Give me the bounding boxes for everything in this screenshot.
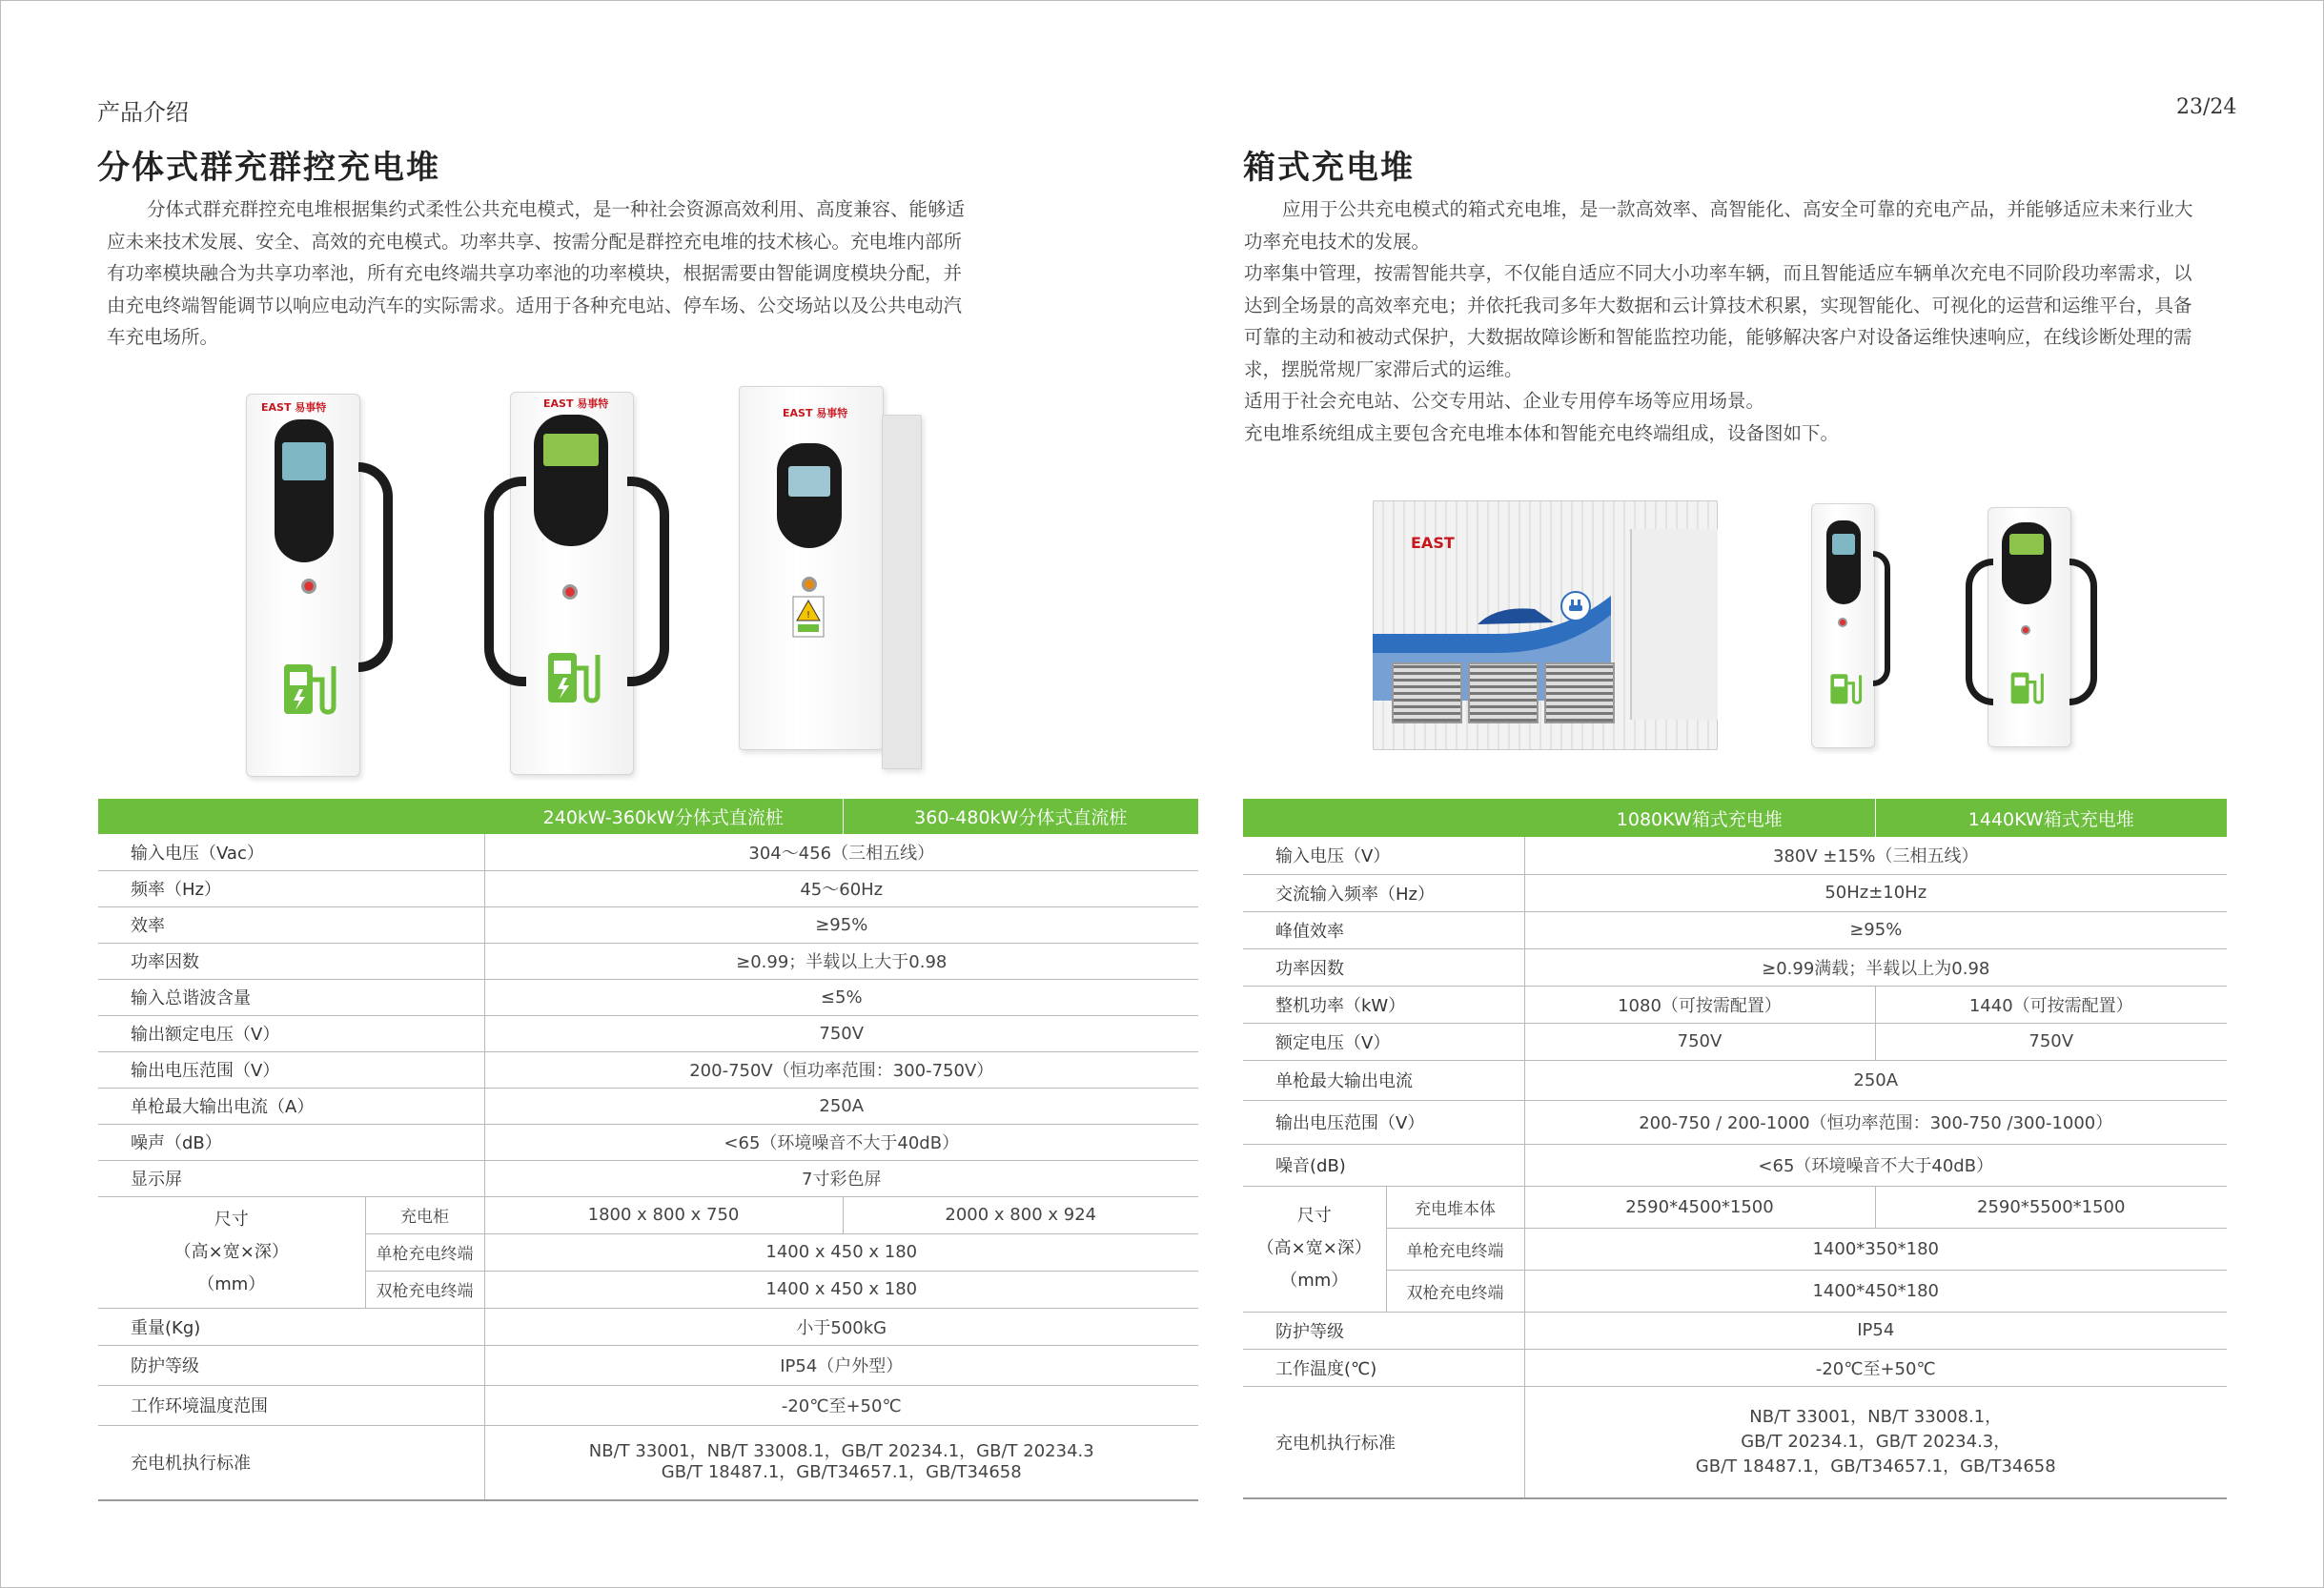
table-row-standard [98,1425,1198,1500]
row-label: 峰值效率 [1243,911,1524,948]
table-row [1243,1270,2227,1312]
row-label: 充电机执行标准 [98,1425,484,1500]
table-row [1243,1312,2227,1349]
row-value: IP54 [1524,1312,2227,1349]
left-description [107,193,1012,354]
left-desc-line: 车充电场所。 [107,326,219,348]
size-sub-label: 单枪充电终端 [365,1233,484,1271]
row-label: 工作环境温度范围 [98,1385,484,1425]
row-value: 小于500kG [484,1308,1198,1345]
left-title: 分体式群充群控充电堆 [97,149,440,187]
page-number: 23/24 [2176,95,2237,119]
right-desc-line: 应用于公共充电模式的箱式充电堆，是一款高效率、高智能化、高安全可靠的充电产品，并能够适应未来行业大 [1282,198,2193,220]
row-value: <65（环境噪音不大于40dB） [484,1124,1198,1160]
size-label [1243,1186,1386,1312]
standard-line: GB/T 18487.1，GB/T34657.1，GB/T34658 [1695,1456,2056,1476]
east-logo: EAST 易事特 [261,401,327,414]
table-row [98,1124,1198,1160]
size-label-line: （mm） [197,1273,266,1294]
charging-station-icon [541,641,604,708]
left-desc-line: 分体式群充群控充电堆根据集约式柔性公共充电模式，是一种社会资源高效利用、高度兼容、能够适 [147,198,966,220]
row-label: 防护等级 [1243,1312,1524,1349]
table-row [98,1015,1198,1051]
row-value: <65（环境噪音不大于40dB） [1524,1144,2227,1186]
column-header: 360-480kW分体式直流桩 [843,799,1198,834]
table-row [98,1160,1198,1196]
left-spec-table [98,799,1198,1501]
size-label-line: 尺寸 [214,1209,249,1230]
table-row [1243,837,2227,874]
row-label: 输出电压范围（V） [1243,1100,1524,1144]
row-value: 200-750V（恒功率范围：300-750V） [484,1051,1198,1088]
charging-station-icon [2008,665,2046,707]
row-value: 50Hz±10Hz [1524,874,2227,911]
row-value: 1080（可按需配置） [1524,986,1875,1023]
row-value: 45～60Hz [484,870,1198,906]
row-label: 输出电压范围（V） [98,1051,484,1088]
column-header: 1080KW箱式充电堆 [1524,799,1875,837]
row-value: -20℃至+50℃ [484,1385,1198,1425]
row-value: IP54（户外型） [484,1345,1198,1385]
row-value: 304～456（三相五线） [484,834,1198,870]
row-value: 2590*5500*1500 [1875,1186,2227,1228]
right-desc-line: 功率集中管理，按需智能共享，不仅能自适应不同大小功率车辆，而且智能适应车辆单次充电不同阶段功率需求，以 [1244,262,2192,284]
row-value: 2590*4500*1500 [1524,1186,1875,1228]
table-row [1243,1144,2227,1186]
east-logo: EAST 易事特 [543,397,609,410]
row-value: 750V [1524,1023,1875,1060]
left-desc-line: 由充电终端智能调节以响应电动汽车的实际需求。适用于各种充电站、停车场、公交场站以及公共电动汽 [107,294,963,316]
row-label: 充电机执行标准 [1243,1386,1524,1498]
charging-cabinet-image [739,386,920,777]
standard-line: NB/T 33001，NB/T 33008.1，GB/T 20234.1，GB/T 20234.3 [588,1441,1094,1462]
row-label: 频率（Hz） [98,870,484,906]
table-row [98,1308,1198,1345]
row-value: 250A [1524,1060,2227,1100]
row-label: 显示屏 [98,1160,484,1196]
table-row [98,870,1198,906]
right-title: 箱式充电堆 [1243,149,1415,187]
svg-text:!: ! [805,610,811,621]
size-label-line: 尺寸 [1296,1206,1332,1226]
standard-line: GB/T 20234.1，GB/T 20234.3， [1741,1431,2011,1452]
row-label: 输出额定电压（V） [98,1015,484,1051]
row-value: 1440（可按需配置） [1875,986,2227,1023]
dual-gun-terminal-image [1945,503,2116,751]
row-value: 1400*350*180 [1524,1228,2227,1270]
row-label: 防护等级 [98,1345,484,1385]
row-label: 噪声（dB） [98,1124,484,1160]
row-value: 7寸彩色屏 [484,1160,1198,1196]
row-label: 功率因数 [1243,948,1524,986]
row-value: 200-750 / 200-1000（恒功率范围：300-750 /300-1000） [1524,1100,2227,1144]
table-row [98,979,1198,1015]
row-value: 1400*450*180 [1524,1270,2227,1312]
table-row-size [98,1196,1198,1233]
table-row [98,943,1198,979]
row-value: ≥95% [1524,911,2227,948]
section-label: 产品介绍 [97,99,189,126]
table-row [1243,1349,2227,1386]
table-row-standard [1243,1386,2227,1498]
single-gun-terminal-image [246,386,408,777]
table-row-size [1243,1186,2227,1228]
right-desc-line: 充电堆系统组成主要包含充电堆本体和智能充电终端组成，设备图如下。 [1244,421,1840,444]
size-sub-label: 单枪充电终端 [1386,1228,1524,1270]
table-row [98,834,1198,870]
table-row [1243,1023,2227,1060]
row-value: 250A [484,1088,1198,1124]
row-label: 效率 [98,906,484,943]
size-label-line: （高×宽×深） [173,1241,289,1262]
row-value: 750V [1875,1023,2227,1060]
warning-sign-icon [792,596,825,638]
row-value: ≤5% [484,979,1198,1015]
row-label: 噪音(dB) [1243,1144,1524,1186]
right-desc-line: 达到全场景的高效率充电；并依托我司多年大数据和云计算技术积累，实现智能化、可视化的运营和运维平台，具备 [1244,294,2192,316]
standard-line: NB/T 33001，NB/T 33008.1， [1749,1406,2003,1427]
table-row [98,1051,1198,1088]
row-value: 1800 x 800 x 750 [484,1196,843,1233]
row-value: 1400 x 450 x 180 [484,1271,1198,1308]
plug-icon [1560,590,1592,622]
row-label: 单枪最大输出电流 [1243,1060,1524,1100]
table-row [1243,1060,2227,1100]
row-label: 交流输入频率（Hz） [1243,874,1524,911]
row-label: 额定电压（V） [1243,1023,1524,1060]
size-sub-label: 充电堆本体 [1386,1186,1524,1228]
row-label: 重量(Kg) [98,1308,484,1345]
east-logo: EAST 易事特 [783,407,848,419]
container-charging-stack-image [1373,500,1735,753]
size-label-line: （mm） [1280,1271,1349,1291]
row-value: ≥0.99；半载以上大于0.98 [484,943,1198,979]
column-header: 240kW-360kW分体式直流桩 [484,799,843,834]
standard-line: GB/T 18487.1，GB/T34657.1，GB/T34658 [661,1462,1022,1483]
table-header-row [98,799,1198,834]
row-label: 输入电压（V） [1243,837,1524,874]
table-row [1243,948,2227,986]
row-value [1524,1386,2227,1498]
column-header: 1440KW箱式充电堆 [1875,799,2227,837]
container-logo: EAST [1411,534,1455,552]
table-header-row [1243,799,2227,837]
row-value: 1400 x 450 x 180 [484,1233,1198,1271]
row-value: ≥0.99满载；半载以上为0.98 [1524,948,2227,986]
row-value: 750V [484,1015,1198,1051]
table-row [1243,911,2227,948]
table-row [98,906,1198,943]
row-value: -20℃至+50℃ [1524,1349,2227,1386]
table-row [1243,1100,2227,1144]
charging-station-icon [1828,667,1863,707]
row-label: 输入电压（Vac） [98,834,484,870]
table-row [98,1385,1198,1425]
left-desc-line: 有功率模块融合为共享功率池，所有充电终端共享功率池的功率模块，根据需要由智能调度模块分配，并 [107,262,963,284]
table-row [1243,986,2227,1023]
row-value [484,1425,1198,1500]
row-value: 380V ±15%（三相五线） [1524,837,2227,874]
row-label: 单枪最大输出电流（A） [98,1088,484,1124]
row-label: 工作温度(℃) [1243,1349,1524,1386]
size-sub-label: 充电柜 [365,1196,484,1233]
row-value: 2000 x 800 x 924 [843,1196,1198,1233]
size-label-line: （高×宽×深） [1256,1238,1372,1258]
right-description [1244,193,2226,449]
size-sub-label: 双枪充电终端 [365,1271,484,1308]
table-row [98,1088,1198,1124]
row-label: 整机功率（kW） [1243,986,1524,1023]
row-label: 功率因数 [98,943,484,979]
right-spec-table [1243,799,2227,1499]
row-label: 输入总谐波含量 [98,979,484,1015]
dual-gun-terminal-image [458,386,696,777]
table-row [1243,1228,2227,1270]
table-row [98,1345,1198,1385]
right-desc-line: 求，摆脱常规厂家滞后式的运维。 [1244,357,1523,380]
right-desc-line: 功率充电技术的发展。 [1244,230,1431,253]
right-desc-line: 可靠的主动和被动式保护，大数据故障诊断和智能监控功能，能够解决客户对设备运维快速响应，在线诊断处理的需 [1244,326,2192,348]
size-label [98,1196,365,1308]
size-sub-label: 双枪充电终端 [1386,1270,1524,1312]
left-desc-line: 应未来技术发展、安全、高效的充电模式。功率共享、按需分配是群控充电堆的技术核心。充电堆内部所 [107,230,963,253]
charging-station-icon [280,653,337,720]
table-row [1243,874,2227,911]
row-value: ≥95% [484,906,1198,943]
right-desc-line: 适用于社会充电站、公交专用站、企业专用停车场等应用场景。 [1244,390,1765,412]
single-gun-terminal-image [1811,503,1897,751]
